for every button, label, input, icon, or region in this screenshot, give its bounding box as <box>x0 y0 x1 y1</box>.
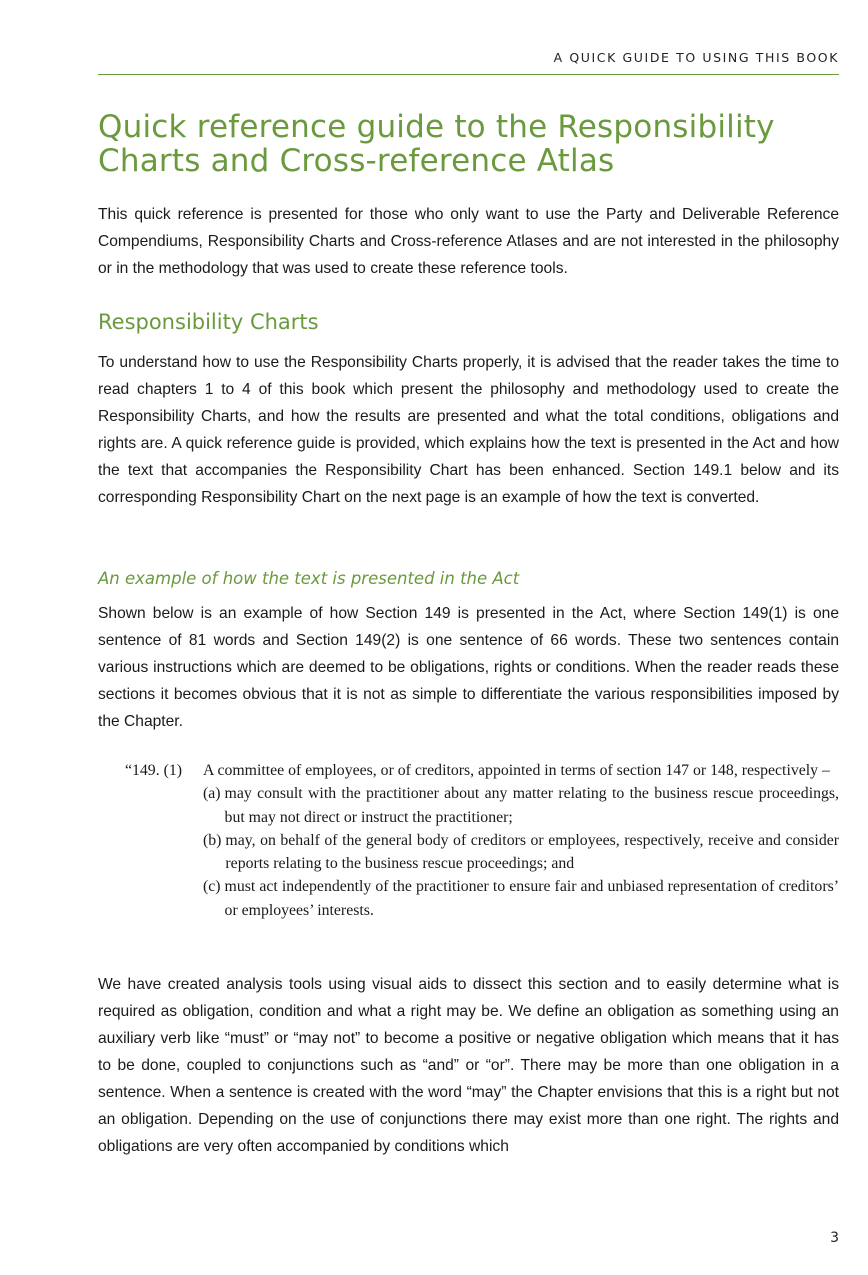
quote-item-c <box>203 875 839 922</box>
page-title: Quick reference guide to the Responsibility Charts and Cross-reference Atlas <box>98 109 775 179</box>
quote-item-marker: (b) <box>203 831 222 849</box>
responsibility-charts-heading: Responsibility Charts <box>98 310 319 334</box>
analysis-paragraph: We have created analysis tools using visual aids to dissect this section and to easily determine what is required as obligation, condition and what a right may be. We define an obligation as something using an auxiliary verb like “must” or “may not” to become a positive or negative obligation which means that it has to be done, coupled to conjunctions such as “and” or “or”. There may be more than one obligation in a sentence. When a sentence is created with the word “may” the Chapter envisions that this is a right but not an obligation. Depending on the use of conjunctions there may exist more than one right. The rights and obligations are very often accompanied by conditions which <box>98 976 839 1155</box>
quote-item-marker: (a) <box>203 785 221 803</box>
page-number: 3 <box>830 1230 839 1246</box>
quote-lead: A committee of employees, or of creditors, appointed in terms of section 147 or 148, respectively – <box>203 762 830 779</box>
intro-paragraph: This quick reference is presented for those who only want to use the Party and Deliverable Reference Compendiums, Responsibility Charts and Cross-reference Atlases and are not interested in the philosophy or in the methodology that was used to create these reference tools. <box>98 206 839 277</box>
quote-item-text: must act independently of the practitioner to ensure fair and unbiased representation of creditors’ or employees’ interests. <box>224 878 839 919</box>
quote-item-text: may, on behalf of the general body of creditors or employees, respectively, receive and consider reports relating to the business rescue proceedings; and <box>225 831 839 873</box>
quote-section-label: “149. (1) <box>125 762 183 779</box>
quote-item-marker: (c) <box>203 878 221 896</box>
quote-item-b <box>203 829 839 876</box>
quote-body <box>203 759 839 922</box>
running-head: A QUICK GUIDE TO USING THIS BOOK <box>553 50 839 65</box>
quote-item-text: may consult with the practitioner about any matter relating to the business rescue proceedings, but may not direct or instruct the practitioner; <box>224 785 839 826</box>
example-paragraph: Shown below is an example of how Section 149 is presented in the Act, where Section 149(1) is one sentence of 81 words and Section 149(2) is one sentence of 66 words. These two sentences contain various instructions which are deemed to be obligations, rights or conditions. When the reader reads these sections it becomes obvious that it is not as simple to differentiate the various responsibilities imposed by the Chapter. <box>98 605 839 730</box>
act-quote <box>125 759 839 922</box>
responsibility-charts-paragraph: To understand how to use the Responsibility Charts properly, it is advised that the reader takes the time to read chapters 1 to 4 of this book which present the philosophy and methodology used to create the Responsibility Charts, and how the results are presented and what the total conditions, obligations and rights are. A quick reference guide is provided, which explains how the text is presented in the Act and how the text that accompanies the Responsibility Chart has been enhanced. Section 149.1 below and its corresponding Responsibility Chart on the next page is an example of how the text is converted. <box>98 354 839 506</box>
quote-item-a <box>203 782 839 829</box>
header-rule <box>98 74 839 75</box>
example-heading: An example of how the text is presented in the Act <box>98 569 520 588</box>
